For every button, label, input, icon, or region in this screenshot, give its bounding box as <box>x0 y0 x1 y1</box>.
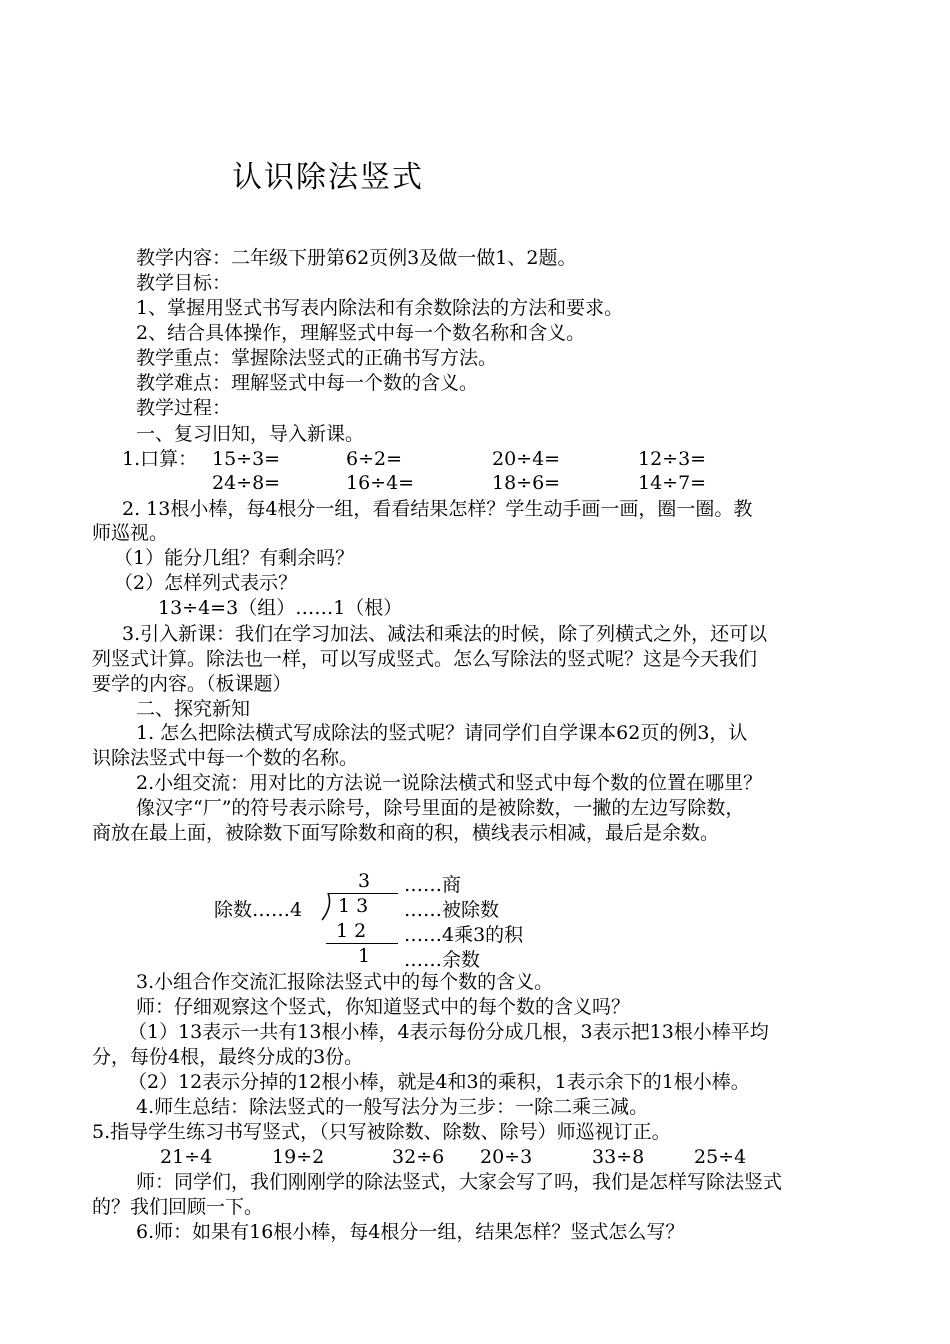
teacher-question: 师：仔细观察这个竖式，你知道竖式中的每个数的含义吗？ <box>136 996 631 1018</box>
practice-item: 33÷8 <box>592 1146 645 1168</box>
section-2-heading: 二、探究新知 <box>136 698 251 720</box>
oral-item: 6÷2= <box>346 448 403 470</box>
item-3-line: 要学的内容。（板课题） <box>92 673 292 695</box>
practice-item: 25÷4 <box>694 1146 747 1168</box>
meaning-1-line: （1）13表示一共有13根小棒，4表示每份分成几根，3表示把13根小棒平均 <box>128 1021 769 1043</box>
explore-2: 2.小组交流：用对比的方法说一说除法横式和竖式中每个数的位置在哪里？ <box>136 772 763 794</box>
objectives-heading: 教学目标： <box>136 272 232 294</box>
practice-item: 19÷2 <box>272 1146 325 1168</box>
explore-1-line: 1. 怎么把除法横式写成除法的竖式呢？请同学们自学课本62页的例3，认 <box>136 722 748 744</box>
section-1-heading: 一、复习旧知，导入新课。 <box>136 423 365 445</box>
key-point: 教学重点：掌握除法竖式的正确书写方法。 <box>136 347 498 369</box>
division-bracket <box>318 892 334 922</box>
product: 1 2 <box>336 920 367 942</box>
remainder-note: ……余数 <box>404 949 481 971</box>
meaning-1-line: 分，每份4根，最终分成的3份。 <box>92 1046 364 1068</box>
explore-1-line: 识除法竖式中每一个数的名称。 <box>92 747 359 769</box>
item-6: 6.师：如果有16根小棒，每4根分一组，结果怎样？竖式怎么写？ <box>136 1221 685 1243</box>
quotient-note: ……商 <box>404 874 462 896</box>
divisor-label: 除数……4 <box>214 899 303 921</box>
objective-1: 1、掌握用竖式书写表内除法和有余数除法的方法和要求。 <box>136 297 624 319</box>
dividend: 1 3 <box>338 895 369 917</box>
subtraction-line <box>326 943 398 944</box>
summary: 4.师生总结：除法竖式的一般写法分为三步：一除二乘三减。 <box>136 1096 649 1118</box>
oral-item: 18÷6= <box>492 472 561 494</box>
oral-item: 14÷7= <box>638 472 707 494</box>
item-2-line: 师巡视。 <box>92 522 169 544</box>
page-title: 认识除法竖式 <box>232 160 424 195</box>
process-heading: 教学过程： <box>136 397 232 419</box>
difficulty: 教学难点：理解竖式中每一个数的含义。 <box>136 372 479 394</box>
oral-item: 20÷4= <box>492 448 561 470</box>
explain-line: 像汉字“厂”的符号表示除号，除号里面的是被除数，一撇的左边写除数， <box>136 797 745 819</box>
oral-item: 16÷4= <box>346 472 415 494</box>
oral-item: 12÷3= <box>638 448 707 470</box>
question-2: （2）怎样列式表示？ <box>114 572 298 594</box>
oral-item: 24÷8= <box>212 472 281 494</box>
product-note: ……4乘3的积 <box>404 924 524 946</box>
quotient: 3 <box>358 870 371 892</box>
explain-line: 商放在最上面，被除数下面写除数和商的积，横线表示相减，最后是余数。 <box>92 822 720 844</box>
teaching-content: 教学内容：二年级下册第62页例3及做一做1、2题。 <box>136 247 577 269</box>
equation: 13÷4=3（组）……1（根） <box>158 597 403 619</box>
remainder: 1 <box>358 945 371 967</box>
item-3-line: 3.引入新课：我们在学习加法、减法和乘法的时候，除了列横式之外，还可以 <box>122 623 768 645</box>
review-line: 的？我们回顾一下。 <box>92 1196 264 1218</box>
oral-label: 1.口算： <box>122 448 198 470</box>
practice-item: 20÷3 <box>480 1146 533 1168</box>
division-bar <box>328 893 398 894</box>
practice-item: 21÷4 <box>160 1146 213 1168</box>
explore-3: 3.小组合作交流汇报除法竖式中的每个数的含义。 <box>136 971 554 993</box>
question-1: （1）能分几组？有剩余吗？ <box>114 547 355 569</box>
objective-2: 2、结合具体操作，理解竖式中每一个数名称和含义。 <box>136 322 586 344</box>
oral-item: 15÷3= <box>212 448 281 470</box>
meaning-2: （2）12表示分掉的12根小棒，就是4和3的乘积，1表示余下的1根小棒。 <box>128 1071 750 1093</box>
practice: 5.指导学生练习书写竖式，（只写被除数、除数、除号）师巡视订正。 <box>92 1121 671 1143</box>
review-line: 师：同学们，我们刚刚学的除法竖式，大家会写了吗，我们是怎样写除法竖式 <box>136 1171 783 1193</box>
item-3-line: 列竖式计算。除法也一样，可以写成竖式。怎么写除法的竖式呢？这是今天我们 <box>92 648 758 670</box>
item-2-line: 2. 13根小棒，每4根分一组，看看结果怎样？学生动手画一画，圈一圈。教 <box>122 498 753 520</box>
dividend-note: ……被除数 <box>404 899 500 921</box>
practice-item: 32÷6 <box>392 1146 445 1168</box>
